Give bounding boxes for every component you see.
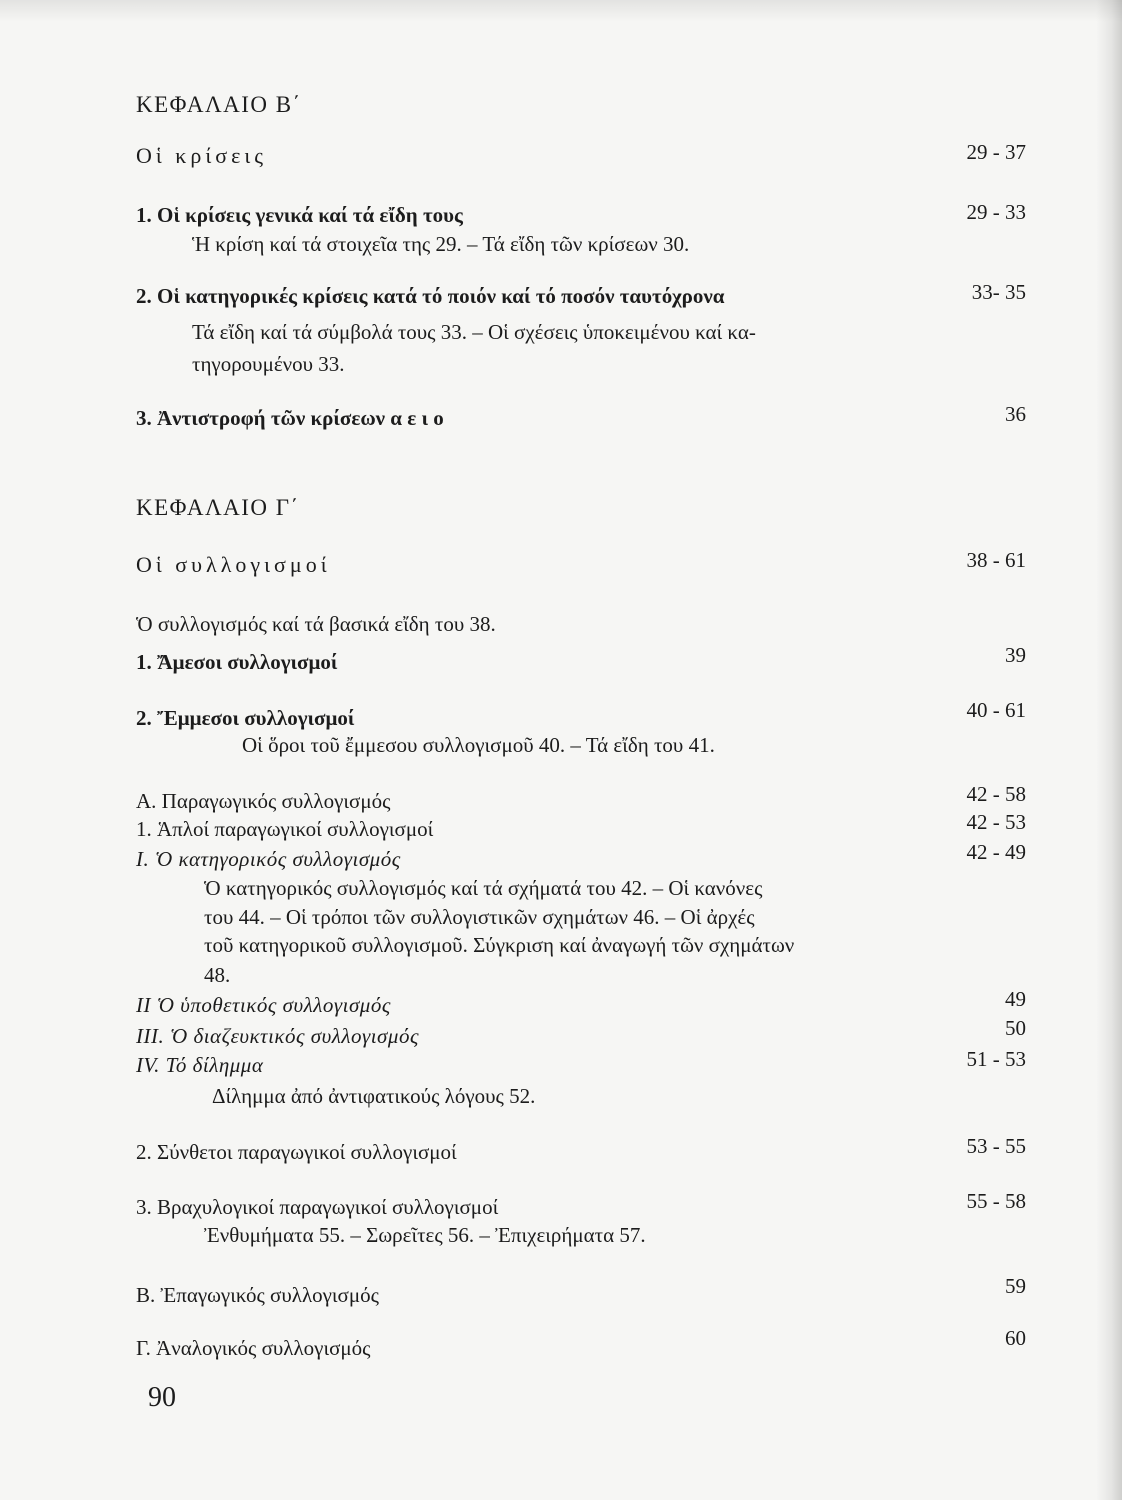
chapter-title-b: Οἱ κρίσεις bbox=[136, 143, 268, 168]
toc-entry-a: Α. Παραγωγικός συλλογισμός bbox=[136, 789, 391, 813]
toc-entry-a2: 2. Σύνθετοι παραγωγικοί συλλογισμοί bbox=[136, 1140, 457, 1164]
toc-sub-g2: Οἱ ὅροι τοῦ ἔμμεσου συλλογισμοῦ 40. – Τά εἴδη του 41. bbox=[242, 733, 715, 757]
toc-entry-b2: 2. Οἱ κατηγορικές κρίσεις κατά τό ποιόν καί τό ποσόν ταυτόχρονα bbox=[136, 284, 725, 308]
toc-pages-a-ii: 49 bbox=[1005, 987, 1026, 1011]
toc-sub-b2-line2: τηγορουμένου 33. bbox=[192, 352, 345, 376]
toc-pages-a3: 55 - 58 bbox=[966, 1189, 1026, 1213]
toc-sub-a-i-line2: του 44. – Οἱ τρόποι τῶν συλλογιστικῶν σχημάτων 46. – Οἱ ἀρχές bbox=[204, 905, 755, 929]
toc-intro-g: Ὁ συλλογισμός καί τά βασικά εἴδη του 38. bbox=[136, 612, 496, 636]
toc-sub-a3: Ἐνθυμήματα 55. – Σωρεῖτες 56. – Ἐπιχειρήματα 57. bbox=[204, 1223, 646, 1247]
toc-pages-a-iv: 51 - 53 bbox=[966, 1047, 1026, 1071]
toc-pages-a-iii: 50 bbox=[1005, 1016, 1026, 1040]
chapter-pages-g: 38 - 61 bbox=[966, 548, 1026, 572]
toc-pages-b1: 29 - 33 bbox=[966, 200, 1026, 224]
toc-pages-b3: 36 bbox=[1005, 402, 1026, 426]
toc-entry-a-iv: IV. Τό δίλημμα bbox=[136, 1053, 264, 1077]
toc-entry-b-induction: Β. Ἐπαγωγικός συλλογισμός bbox=[136, 1283, 379, 1307]
toc-pages-g-analogy: 60 bbox=[1005, 1326, 1026, 1350]
toc-pages-g2: 40 - 61 bbox=[966, 698, 1026, 722]
toc-pages-a2: 53 - 55 bbox=[966, 1134, 1026, 1158]
toc-entry-g1: 1. Ἄμεσοι συλλογισμοί bbox=[136, 650, 338, 674]
scan-shadow-edge bbox=[1096, 0, 1122, 1500]
toc-entry-b1: 1. Οἱ κρίσεις γενικά καί τά εἴδη τους bbox=[136, 203, 463, 227]
toc-sub-a-i-line4: 48. bbox=[204, 963, 231, 987]
scan-shadow-top bbox=[0, 0, 1122, 22]
toc-sub-b1: Ἡ κρίση καί τά στοιχεῖα της 29. – Τά εἴδη τῶν κρίσεων 30. bbox=[192, 232, 690, 256]
toc-sub-a-i-line1: Ὁ κατηγορικός συλλογισμός καί τά σχήματά του 42. – Οἱ κανόνες bbox=[204, 876, 763, 900]
chapter-heading-b: ΚΕΦΑΛΑΙΟ Β΄ bbox=[136, 92, 302, 117]
toc-entry-a-ii: II Ὁ ὑποθετικός συλλογισμός bbox=[136, 993, 391, 1017]
toc-entry-a-i: I. Ὁ κατηγορικός συλλογισμός bbox=[136, 847, 401, 871]
toc-pages-a1: 42 - 53 bbox=[966, 810, 1026, 834]
chapter-pages-b: 29 - 37 bbox=[966, 140, 1026, 164]
toc-entry-b3: 3. Ἀντιστροφή τῶν κρίσεων α ε ι ο bbox=[136, 406, 444, 430]
toc-pages-b-induction: 59 bbox=[1005, 1274, 1026, 1298]
toc-pages-a-i: 42 - 49 bbox=[966, 840, 1026, 864]
toc-pages-a: 42 - 58 bbox=[966, 782, 1026, 806]
chapter-title-g: Οἱ συλλογισμοί bbox=[136, 552, 331, 577]
toc-sub-a-i-line3: τοῦ κατηγορικοῦ συλλογισμοῦ. Σύγκριση καί ἀναγωγή τῶν σχημάτων bbox=[204, 933, 795, 957]
toc-entry-a-iii: III. Ὁ διαζευκτικός συλλογισμός bbox=[136, 1024, 419, 1048]
page-number: 90 bbox=[148, 1382, 176, 1413]
chapter-heading-g: ΚΕΦΑΛΑΙΟ Γ΄ bbox=[136, 495, 300, 520]
toc-entry-g2: 2. Ἔμμεσοι συλλογισμοί bbox=[136, 706, 355, 730]
toc-entry-g-analogy: Γ. Ἀναλογικός συλλογισμός bbox=[136, 1336, 371, 1360]
toc-entry-a1: 1. Ἁπλοί παραγωγικοί συλλογισμοί bbox=[136, 817, 434, 841]
toc-entry-a3: 3. Βραχυλογικοί παραγωγικοί συλλογισμοί bbox=[136, 1195, 499, 1219]
toc-pages-b2: 33- 35 bbox=[971, 280, 1026, 304]
toc-sub-a-iv: Δίλημμα ἀπό ἀντιφατικούς λόγους 52. bbox=[212, 1084, 536, 1108]
toc-pages-g1: 39 bbox=[1005, 643, 1026, 667]
toc-sub-b2-line1: Τά εἴδη καί τά σύμβολά τους 33. – Οἱ σχέσεις ὑποκειμένου καί κα- bbox=[192, 320, 756, 344]
